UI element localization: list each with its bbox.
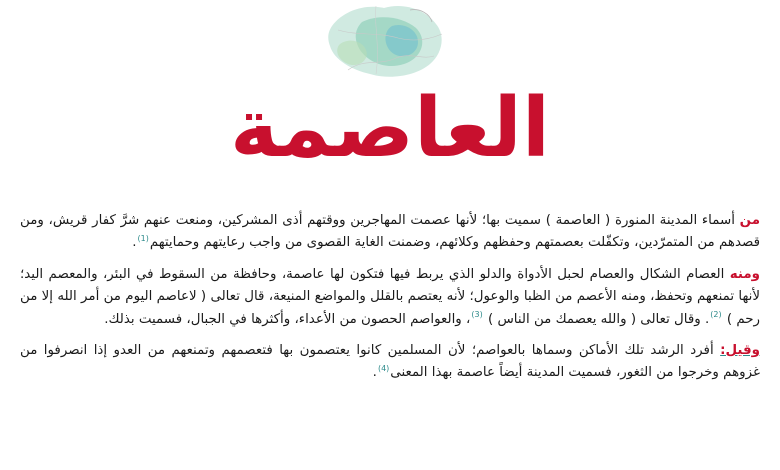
paragraph-text: أسماء المدينة المنورة ( العاصمة ) سميت بها؛ لأنها عصمت المهاجرين ووقتهم أذى المشركين، ومنعت عنهم شرَّ كفار قريش، ومن قصدهم من المتمرّدين، وتكفّلت بعصمتهم وحفظهم وكلائهم، وضمنت الغاية القصوى من واجب رعايتهم وحمايتهم [20,213,760,251]
footnote-ref[interactable]: (2) [710,310,722,320]
footnote-ref[interactable]: (4) [377,363,390,373]
paragraph-asma: من أسماء المدينة المنورة ( العاصمة ) سميت بها؛ لأنها عصمت المهاجرين ووقتهم أذى المشركين، ومنعت عنهم شرَّ كفار قريش، ومن قصدهم من المتمرّدين، وتكفّلت بعصمتهم وحفظهم وكلائهم، وضمنت الغاية القصوى من واجب رعايتهم وحمايتهم$^{(1)}$. [20,213,760,251]
paragraph-text: أفرد الرشد تلك الأماكن وسماها بالعواصم؛ لأن المسلمين كانوا يعتصمون بها فتعصمهم وتمنعهم من العدو إذا انصرفوا من غزوهم وخرجوا من الثغور، فسميت المدينة أيضاً عاصمة بهذا المعنى [20,343,760,381]
paragraph-lead: من [739,213,760,228]
paragraph-text: . وقال تعالى ( والله يعصمك من الناس ) [487,311,710,327]
article-body [20,210,760,394]
paragraph-qila [20,340,760,385]
map-watercolor [328,6,442,77]
page-title: العاصمة [230,81,550,176]
paragraph-end: . [372,365,377,381]
footnote-ref[interactable]: (3) [471,310,483,320]
footnote-ref[interactable]: (1) [137,233,149,243]
paragraph-lead: ومنه [729,266,760,282]
paragraph-etymology [20,264,760,331]
paragraph-lead: وقيل: [720,343,760,359]
paragraph-text: ، والعواصم الحصون من الأعداء، وأكثرها في الجبال، فسميت بذلك. [104,311,471,327]
paragraph-text: العصام الشكال والعصام لحبل الأدواة والدلو الذي يربط فيها فتكون لها عاصمة، وحافظة من السقوط في البئر، والمعصم اليد؛ لأنها تمنعهم وتحفظ، ومنه الأعصم من الظبا والوعول؛ لأنه يعتصم بالقلل والمواضع المنيعة، قال تعالى ( لاعاصم اليوم من أمر الله إلا من رحم ) [20,266,760,327]
map-illustration-icon [318,0,453,82]
